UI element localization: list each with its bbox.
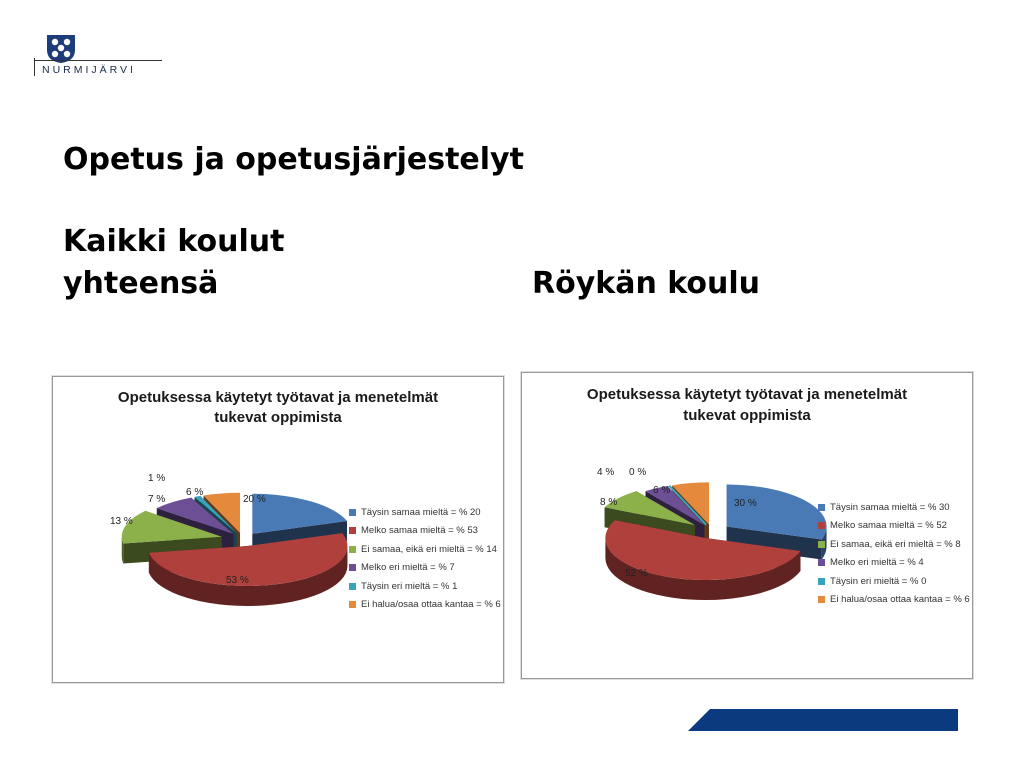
logo-underline: [34, 60, 162, 61]
legend-label: Ei halua/osaa ottaa kantaa = % 6: [830, 594, 970, 606]
legend-item-melko-samaa: [818, 517, 970, 536]
data-label-ei-halua: 6 %: [653, 485, 671, 496]
legend-swatch: [349, 509, 356, 516]
data-label-melko-samaa: 53 %: [226, 575, 249, 586]
legend-item-ei-samaa-eika-eri: [349, 540, 501, 559]
left-subtitle-line1: Kaikki koulut: [63, 224, 285, 259]
legend-label: Ei samaa, eikä eri mieltä = % 8: [830, 538, 961, 550]
legend-swatch: [349, 546, 356, 553]
legend-label: Ei halua/osaa ottaa kantaa = % 6: [361, 599, 501, 611]
legend-label: Täysin eri mieltä = % 1: [361, 580, 458, 592]
legend-item-ei-halua: [818, 591, 970, 610]
legend-swatch: [818, 522, 825, 529]
data-label-ei-samaa-eika-eri: 8 %: [600, 497, 618, 508]
chart-title-line2: tukevat oppimista: [214, 409, 342, 426]
legend-label: Melko samaa mieltä = % 52: [830, 520, 947, 532]
legend-item-ei-samaa-eika-eri: [818, 535, 970, 554]
data-label-ei-halua: 6 %: [186, 487, 204, 498]
chart-title-line1: Opetuksessa käytetyt työtavat ja menetelmät: [117, 389, 439, 406]
legend-item-ei-halua: [349, 596, 501, 615]
legend-item-melko-eri: [349, 559, 501, 578]
legend-swatch: [818, 578, 825, 585]
footer-accent-bar: [688, 709, 958, 731]
legend-item-melko-eri: [818, 554, 970, 573]
data-label-ei-samaa-eika-eri: 13 %: [110, 516, 133, 527]
data-label-melko-samaa: 52 %: [625, 568, 648, 579]
chart-legend: [349, 503, 501, 614]
legend-swatch: [818, 596, 825, 603]
data-label-melko-eri: 4 %: [597, 467, 615, 478]
chart-frame-all-schools: [52, 376, 504, 683]
logo-text: NURMIJÄRVI: [42, 64, 136, 76]
legend-label: Täysin eri mieltä = % 0: [830, 575, 927, 587]
data-label-melko-eri: 7 %: [148, 494, 166, 505]
legend-swatch: [349, 601, 356, 608]
legend-swatch: [349, 583, 356, 590]
legend-item-taysin-samaa: [818, 498, 970, 517]
page-title: Opetus ja opetusjärjestelyt: [63, 142, 524, 177]
legend-swatch: [818, 504, 825, 511]
legend-item-taysin-samaa: [349, 503, 501, 522]
legend-item-taysin-eri: [818, 572, 970, 591]
legend-item-taysin-eri: [349, 577, 501, 596]
chart-title-line2: tukevat oppimista: [683, 407, 811, 424]
nurmijarvi-logo: [34, 34, 164, 80]
data-label-taysin-eri: 1 %: [148, 473, 166, 484]
legend-label: Melko eri mieltä = % 4: [830, 557, 924, 569]
legend-swatch: [818, 559, 825, 566]
legend-swatch: [349, 527, 356, 534]
data-label-taysin-eri: 0 %: [629, 467, 647, 478]
left-subtitle-line2: yhteensä: [63, 266, 219, 301]
right-subtitle: Röykän koulu: [532, 266, 761, 301]
chart-frame-roykka: [521, 372, 973, 679]
chart-legend: [818, 498, 970, 609]
legend-label: Täysin samaa mieltä = % 20: [361, 506, 481, 518]
legend-label: Täysin samaa mieltä = % 30: [830, 501, 950, 513]
legend-item-melko-samaa: [349, 522, 501, 541]
legend-swatch: [349, 564, 356, 571]
legend-label: Melko samaa mieltä = % 53: [361, 525, 478, 537]
legend-label: Melko eri mieltä = % 7: [361, 562, 455, 574]
legend-swatch: [818, 541, 825, 548]
data-label-taysin-samaa: 30 %: [734, 498, 757, 509]
chart-title-line1: Opetuksessa käytetyt työtavat ja menetelmät: [586, 386, 908, 403]
data-label-taysin-samaa: 20 %: [243, 494, 266, 505]
legend-label: Ei samaa, eikä eri mieltä = % 14: [361, 543, 497, 555]
